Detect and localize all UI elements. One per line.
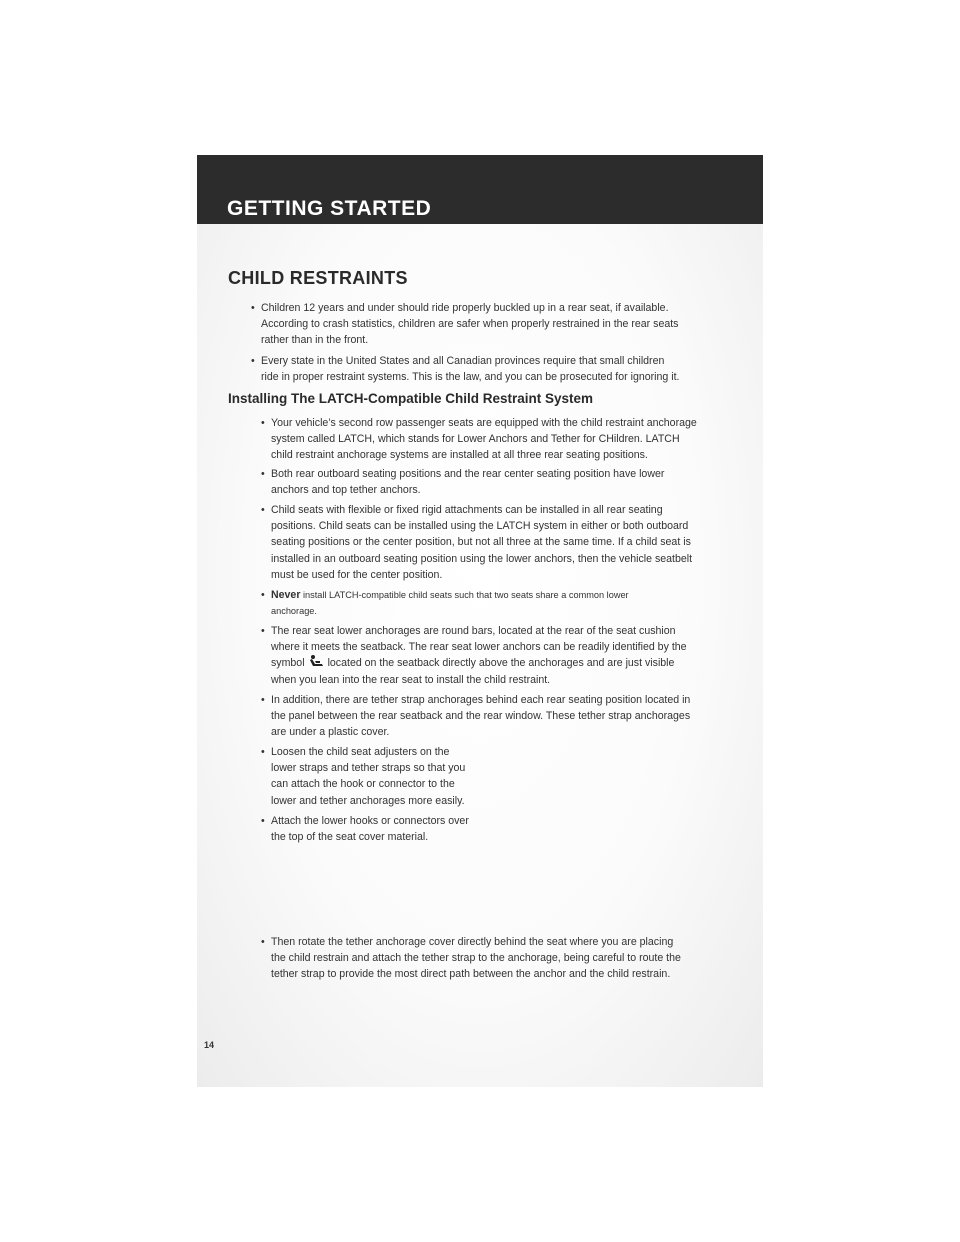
bullet-marker: • [261,417,265,429]
bullet-marker: • [261,589,265,601]
bullet-text: lower straps and tether straps so that you [271,762,466,775]
list-item [261,692,690,741]
bullet-marker: • [251,355,255,367]
list-item [261,623,687,688]
bullet-text: Both rear outboard seating positions and the rear center seating position have lower [271,468,665,480]
bullet-marker: • [261,815,265,827]
bullet-text: In addition, there are tether strap anchorages behind each rear seating position located in [271,694,691,706]
bullet-text: located on the seatback directly above the anchorages and are just visible [327,657,675,670]
never-emphasis: Never [271,589,301,601]
list-item [261,744,465,809]
bullet-text: child restraint anchorage systems are installed at all three rear seating positions. [271,449,648,462]
bullet-text: the panel between the rear seatback and the rear window. These tether strap anchorages [271,710,691,723]
list-item [261,813,469,845]
page-title: CHILD RESTRAINTS [228,268,408,288]
bullet-marker: • [261,694,265,706]
bullet-text: are under a plastic cover. [271,726,390,739]
bullet-text: can attach the hook or connector to the [271,778,455,791]
bullet-text: anchorage. [271,606,317,617]
child-seat-anchor-icon [309,655,326,667]
bullet-marker: • [261,746,265,758]
list-item [251,300,678,349]
section-header-bar [197,155,763,224]
bullet-text: Loosen the child seat adjusters on the [271,746,450,758]
subsection-title: Installing The LATCH-Compatible Child Restraint System [228,391,594,406]
bullet-text: anchors and top tether anchors. [271,484,421,497]
bullet-text: According to crash statistics, children are safer when properly restrained in the rear seats [261,318,679,331]
bullet-text: tether strap to provide the most direct path between the anchor and the child restrain. [271,968,671,981]
bullet-text: Child seats with flexible or fixed rigid attachments can be installed in all rear seating [271,504,663,516]
bullet-text: install LATCH-compatible child seats such that two seats share a common lower [300,590,629,600]
bullet-text: system called LATCH, which stands for Lower Anchors and Tether for CHildren. LATCH [271,433,680,446]
bullet-marker: • [261,936,265,948]
bullet-text: Attach the lower hooks or connectors over [271,815,469,827]
bullet-text: when you lean into the rear seat to install the child restraint. [271,673,551,686]
bullet-text: lower and tether anchorages more easily. [271,794,465,807]
bullet-text: the child restrain and attach the tether strap to the anchorage, being careful to route the [271,952,681,965]
bullet-text: Children 12 years and under should ride properly buckled up in a rear seat, if available. [261,302,669,314]
bullet-marker: • [251,302,255,314]
bullet-text: Your vehicle’s second row passenger seats are equipped with the child restraint anchorage [271,417,697,429]
list-item [261,415,697,464]
bullet-text: symbol [271,657,305,670]
list-item [251,353,679,385]
bullet-text: the top of the seat cover material. [271,831,429,844]
bullet-marker: • [261,468,265,480]
page-number: 14 [204,1040,215,1050]
section-header-title: GETTING STARTED [227,197,432,220]
bullet-text: seating positions or the center position, but not all three at the same time. If a child seat is [271,536,691,549]
bullet-text: Every state in the United States and all Canadian provinces require that small children [261,355,665,367]
bullet-text: rather than in the front. [261,334,369,347]
list-item [261,466,664,498]
manual-page [197,155,763,1087]
bullet-text: installed in an outboard seating position using the lower anchors, then the vehicle seatbelt [271,552,693,565]
bullet-text: where it meets the seatback. The rear seat lower anchors can be readily identified by the [271,641,687,654]
list-item [261,502,692,583]
bullet-text: must be used for the center position. [271,568,443,581]
bullet-text: Then rotate the tether anchorage cover directly behind the seat where you are placing [271,936,674,948]
list-item [261,934,681,983]
bullet-marker: • [261,625,265,637]
list-item [261,587,629,619]
bullet-text: ride in proper restraint systems. This is the law, and you can be prosecuted for ignoring it. [261,371,680,384]
bullet-text: The rear seat lower anchorages are round bars, located at the rear of the seat cushion [271,625,676,637]
bullet-marker: • [261,504,265,516]
bullet-text: positions. Child seats can be installed using the LATCH system in either or both outboard [271,520,689,533]
